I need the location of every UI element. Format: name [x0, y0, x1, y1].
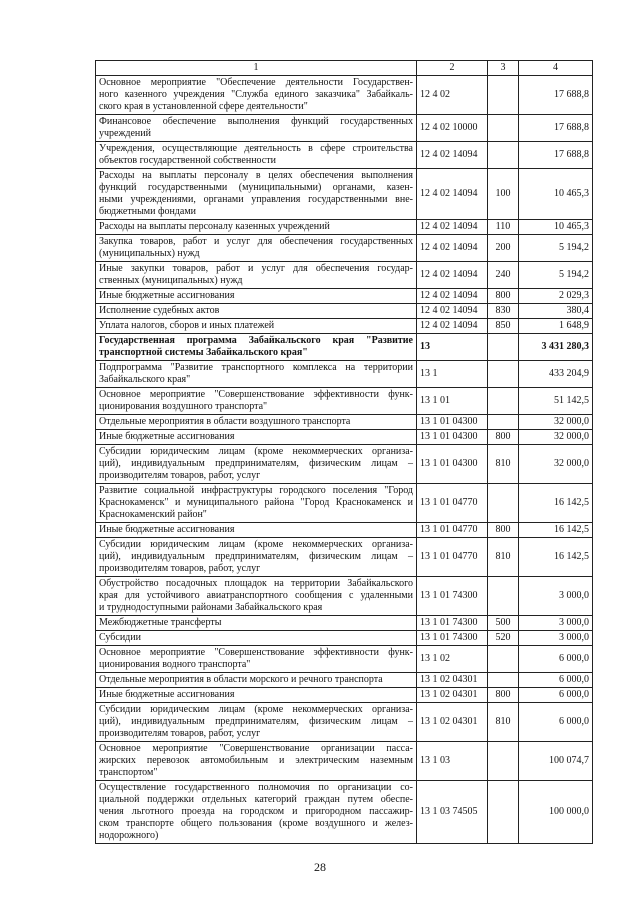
row-name-line: Иные бюджетные ассигнования: [99, 689, 235, 700]
row-name-cell: [96, 115, 417, 142]
table-row: [96, 616, 593, 631]
row-name-cell: [96, 523, 417, 538]
row-name-line: Иные бюджетные ассигнования: [99, 524, 235, 535]
row-name-line: Развитие социальной инфраструктуры городского поселения "Город: [99, 485, 413, 496]
table-row: [96, 781, 593, 844]
row-type-cell: 850: [488, 319, 519, 334]
row-code-cell: 13 1 02: [417, 646, 488, 673]
row-code-cell: 13: [417, 334, 488, 361]
table-row: [96, 76, 593, 115]
row-type-cell: [488, 646, 519, 673]
row-amount-cell: 17 688,8: [519, 115, 593, 142]
row-name-line: Основное мероприятие "Обеспечение деятельности Государствен-: [99, 77, 413, 88]
row-name-cell: [96, 538, 417, 577]
row-type-cell: [488, 76, 519, 115]
table-row: [96, 361, 593, 388]
row-name-line: функций государственными (муниципальными) органами, казен-: [99, 182, 413, 193]
row-amount-cell: 2 029,3: [519, 289, 593, 304]
row-code-cell: 12 4 02 14094: [417, 319, 488, 334]
row-name-line: чения льготного проезда на городском и пригородном пассажир-: [99, 806, 413, 817]
row-name-line: (муниципальных) нужд: [99, 248, 200, 259]
row-amount-cell: 6 000,0: [519, 646, 593, 673]
table-row: [96, 220, 593, 235]
table-row: [96, 388, 593, 415]
table-row: [96, 289, 593, 304]
row-type-cell: 800: [488, 430, 519, 445]
row-name-line: производителям товаров, работ, услуг: [99, 470, 261, 481]
row-name-line: транспортной системы Забайкальского края": [99, 347, 308, 358]
row-amount-cell: 100 000,0: [519, 781, 593, 844]
row-name-cell: [96, 319, 417, 334]
row-name-line: Субсидии: [99, 632, 141, 643]
row-name-cell: [96, 388, 417, 415]
table-row: [96, 703, 593, 742]
row-amount-cell: 3 000,0: [519, 616, 593, 631]
row-type-cell: 810: [488, 538, 519, 577]
row-name-cell: [96, 304, 417, 319]
row-code-cell: 12 4 02 14094: [417, 235, 488, 262]
row-code-cell: 13 1 02 04301: [417, 673, 488, 688]
row-name-line: Иные бюджетные ассигнования: [99, 290, 235, 301]
row-amount-cell: 1 648,9: [519, 319, 593, 334]
row-type-cell: [488, 577, 519, 616]
row-name-line: нодорожного): [99, 830, 159, 841]
row-name-line: Государственная программа Забайкальского края "Развитие: [99, 335, 413, 346]
row-amount-cell: 5 194,2: [519, 235, 593, 262]
table-row: [96, 430, 593, 445]
row-name-cell: [96, 673, 417, 688]
row-code-cell: 13 1 03: [417, 742, 488, 781]
row-name-cell: [96, 235, 417, 262]
row-type-cell: [488, 388, 519, 415]
row-name-line: Основное мероприятие "Совершенствование организации пасса-: [99, 743, 413, 754]
row-type-cell: [488, 415, 519, 430]
row-code-cell: 13 1 01 74300: [417, 631, 488, 646]
row-name-line: ском транспорте общего пользования (кроме воздушного и желез-: [99, 818, 413, 829]
table-row: [96, 262, 593, 289]
row-name-line: ного казенного учреждения "Служба единого заказчика" Забайкаль-: [99, 89, 413, 100]
row-name-cell: [96, 142, 417, 169]
row-code-cell: 13 1 01 04770: [417, 538, 488, 577]
row-name-line: Иные бюджетные ассигнования: [99, 431, 235, 442]
row-code-cell: 13 1 01 04300: [417, 415, 488, 430]
row-name-line: Краснокаменский район": [99, 509, 207, 520]
table-row: [96, 445, 593, 484]
table-row: [96, 169, 593, 220]
row-name-line: Финансовое обеспечение выполнения функций государственных: [99, 116, 413, 127]
row-amount-cell: 10 465,3: [519, 220, 593, 235]
table-row: [96, 319, 593, 334]
row-amount-cell: 433 204,9: [519, 361, 593, 388]
row-type-cell: 800: [488, 289, 519, 304]
row-name-line: края для устойчивого авиатранспортного сообщения с удаленными: [99, 590, 413, 601]
row-name-line: ций), индивидуальным предпринимателям, физическим лицам –: [99, 551, 413, 562]
row-code-cell: 13 1 01 04300: [417, 430, 488, 445]
row-amount-cell: 3 000,0: [519, 631, 593, 646]
row-code-cell: 12 4 02 14094: [417, 220, 488, 235]
row-name-cell: [96, 415, 417, 430]
row-code-cell: 13 1 02 04301: [417, 703, 488, 742]
row-type-cell: 830: [488, 304, 519, 319]
row-code-cell: 12 4 02 14094: [417, 169, 488, 220]
row-name-cell: [96, 703, 417, 742]
row-name-line: ционирования воздушного транспорта": [99, 401, 268, 412]
table-row: [96, 742, 593, 781]
row-name-cell: [96, 688, 417, 703]
row-amount-cell: 16 142,5: [519, 523, 593, 538]
row-amount-cell: 5 194,2: [519, 262, 593, 289]
row-name-line: Закупка товаров, работ и услуг для обеспечения государственных: [99, 236, 413, 247]
row-type-cell: 110: [488, 220, 519, 235]
row-type-cell: 520: [488, 631, 519, 646]
row-name-cell: [96, 262, 417, 289]
header-cell-name: 1: [96, 61, 417, 76]
row-name-cell: [96, 76, 417, 115]
row-name-line: Забайкальского края": [99, 374, 191, 385]
row-type-cell: [488, 361, 519, 388]
row-name-line: бюджетными фондами: [99, 206, 197, 217]
row-amount-cell: 380,4: [519, 304, 593, 319]
row-name-cell: [96, 646, 417, 673]
table-row: [96, 631, 593, 646]
row-type-cell: 810: [488, 703, 519, 742]
table-row: [96, 142, 593, 169]
row-code-cell: 13 1 01 04770: [417, 484, 488, 523]
row-amount-cell: 32 000,0: [519, 445, 593, 484]
row-name-line: циальной поддержки отдельных категорий граждан путем обеспе-: [99, 794, 413, 805]
row-type-cell: 800: [488, 523, 519, 538]
row-name-line: транспортом": [99, 767, 158, 778]
row-type-cell: 240: [488, 262, 519, 289]
row-type-cell: [488, 334, 519, 361]
row-amount-cell: 32 000,0: [519, 430, 593, 445]
row-code-cell: 13 1 01 04300: [417, 445, 488, 484]
row-amount-cell: 32 000,0: [519, 415, 593, 430]
row-name-line: Расходы на выплаты персоналу в целях обеспечения выполнения: [99, 170, 413, 181]
row-name-line: ского края в установленной сфере деятельности": [99, 101, 308, 112]
row-code-cell: 12 4 02: [417, 76, 488, 115]
row-amount-cell: 6 000,0: [519, 673, 593, 688]
row-amount-cell: 16 142,5: [519, 538, 593, 577]
row-name-line: ными учреждениями, органами управления государственными вне-: [99, 194, 413, 205]
row-name-line: Краснокаменск" и муниципального района "Город Краснокаменск и: [99, 497, 413, 508]
table-row: [96, 235, 593, 262]
row-name-line: Субсидии юридическим лицам (кроме некоммерческих организа-: [99, 704, 413, 715]
row-type-cell: 200: [488, 235, 519, 262]
row-name-cell: [96, 631, 417, 646]
row-type-cell: [488, 742, 519, 781]
table-header-row: [96, 61, 593, 76]
row-name-line: объектов государственной собственности: [99, 155, 276, 166]
table-row: [96, 304, 593, 319]
table-row: [96, 577, 593, 616]
row-amount-cell: 51 142,5: [519, 388, 593, 415]
row-name-line: производителям товаров, работ, услуг: [99, 728, 261, 739]
row-amount-cell: 17 688,8: [519, 142, 593, 169]
row-code-cell: 13 1 01 74300: [417, 577, 488, 616]
row-name-line: Основное мероприятие "Совершенствование эффективности функ-: [99, 389, 413, 400]
header-cell-code: 2: [417, 61, 488, 76]
row-code-cell: 12 4 02 14094: [417, 289, 488, 304]
row-type-cell: [488, 484, 519, 523]
row-code-cell: 12 4 02 14094: [417, 304, 488, 319]
table-row: [96, 334, 593, 361]
row-type-cell: [488, 673, 519, 688]
row-name-line: Отдельные мероприятия в области воздушного транспорта: [99, 416, 351, 427]
row-name-line: Субсидии юридическим лицам (кроме некоммерческих организа-: [99, 539, 413, 550]
table-row: [96, 115, 593, 142]
row-code-cell: 13 1 01 74300: [417, 616, 488, 631]
row-name-line: ционирования водного транспорта": [99, 659, 251, 670]
table-row: [96, 538, 593, 577]
table-row: [96, 484, 593, 523]
row-code-cell: 13 1 01 04770: [417, 523, 488, 538]
row-name-cell: [96, 430, 417, 445]
row-amount-cell: 10 465,3: [519, 169, 593, 220]
row-name-line: Межбюджетные трансферты: [99, 617, 222, 628]
row-type-cell: [488, 142, 519, 169]
row-name-line: производителям товаров, работ, услуг: [99, 563, 261, 574]
header-cell-type: 3: [488, 61, 519, 76]
row-name-line: Иные закупки товаров, работ и услуг для обеспечения государ-: [99, 263, 413, 274]
row-type-cell: [488, 115, 519, 142]
row-amount-cell: 3 000,0: [519, 577, 593, 616]
row-name-line: Обустройство посадочных площадок на территории Забайкальского: [99, 578, 413, 589]
row-name-cell: [96, 616, 417, 631]
table-row: [96, 673, 593, 688]
row-name-line: учреждений: [99, 128, 151, 139]
header-cell-amount: 4: [519, 61, 593, 76]
row-name-cell: [96, 289, 417, 304]
row-code-cell: 13 1 01: [417, 388, 488, 415]
row-name-cell: [96, 484, 417, 523]
row-type-cell: 800: [488, 688, 519, 703]
row-name-line: ций), индивидуальным предпринимателям, физическим лицам –: [99, 716, 413, 727]
row-amount-cell: 6 000,0: [519, 688, 593, 703]
row-name-line: Учреждения, осуществляющие деятельность в сфере строительства: [99, 143, 413, 154]
table-row: [96, 523, 593, 538]
row-name-line: и труднодоступными районами Забайкальского края: [99, 602, 323, 613]
table-row: [96, 646, 593, 673]
row-name-cell: [96, 334, 417, 361]
row-code-cell: 13 1 02 04301: [417, 688, 488, 703]
row-name-cell: [96, 781, 417, 844]
row-name-line: Уплата налогов, сборов и иных платежей: [99, 320, 275, 331]
row-name-line: Субсидии юридическим лицам (кроме некоммерческих организа-: [99, 446, 413, 457]
table-row: [96, 415, 593, 430]
row-code-cell: 12 4 02 14094: [417, 262, 488, 289]
row-name-line: Расходы на выплаты персоналу казенных учреждений: [99, 221, 330, 232]
row-type-cell: [488, 781, 519, 844]
row-name-cell: [96, 220, 417, 235]
row-amount-cell: 17 688,8: [519, 76, 593, 115]
row-name-cell: [96, 445, 417, 484]
row-name-cell: [96, 577, 417, 616]
row-code-cell: 12 4 02 10000: [417, 115, 488, 142]
row-name-line: Исполнение судебных актов: [99, 305, 220, 316]
row-code-cell: 13 1 03 74505: [417, 781, 488, 844]
row-type-cell: 100: [488, 169, 519, 220]
table-row: [96, 688, 593, 703]
row-name-line: Подпрограмма "Развитие транспортного комплекса на территории: [99, 362, 413, 373]
row-name-line: ций), индивидуальным предпринимателям, физическим лицам –: [99, 458, 413, 469]
row-amount-cell: 6 000,0: [519, 703, 593, 742]
row-name-cell: [96, 742, 417, 781]
row-name-line: ственных (муниципальных) нужд: [99, 275, 243, 286]
page-number: 28: [314, 860, 326, 874]
row-name-cell: [96, 361, 417, 388]
row-type-cell: 810: [488, 445, 519, 484]
row-amount-cell: 3 431 280,3: [519, 334, 593, 361]
row-name-line: Основное мероприятие "Совершенствование эффективности функ-: [99, 647, 413, 658]
row-code-cell: 12 4 02 14094: [417, 142, 488, 169]
row-name-line: жирских перевозок автомобильным и электрическим наземным: [99, 755, 413, 766]
row-name-line: Отдельные мероприятия в области морского и речного транспорта: [99, 674, 383, 685]
budget-table: [95, 60, 593, 844]
row-name-cell: [96, 169, 417, 220]
row-name-line: Осуществление государственного полномочия по организации со-: [99, 782, 413, 793]
row-code-cell: 13 1: [417, 361, 488, 388]
row-amount-cell: 100 074,7: [519, 742, 593, 781]
budget-table-body: [96, 61, 593, 844]
row-amount-cell: 16 142,5: [519, 484, 593, 523]
row-type-cell: 500: [488, 616, 519, 631]
